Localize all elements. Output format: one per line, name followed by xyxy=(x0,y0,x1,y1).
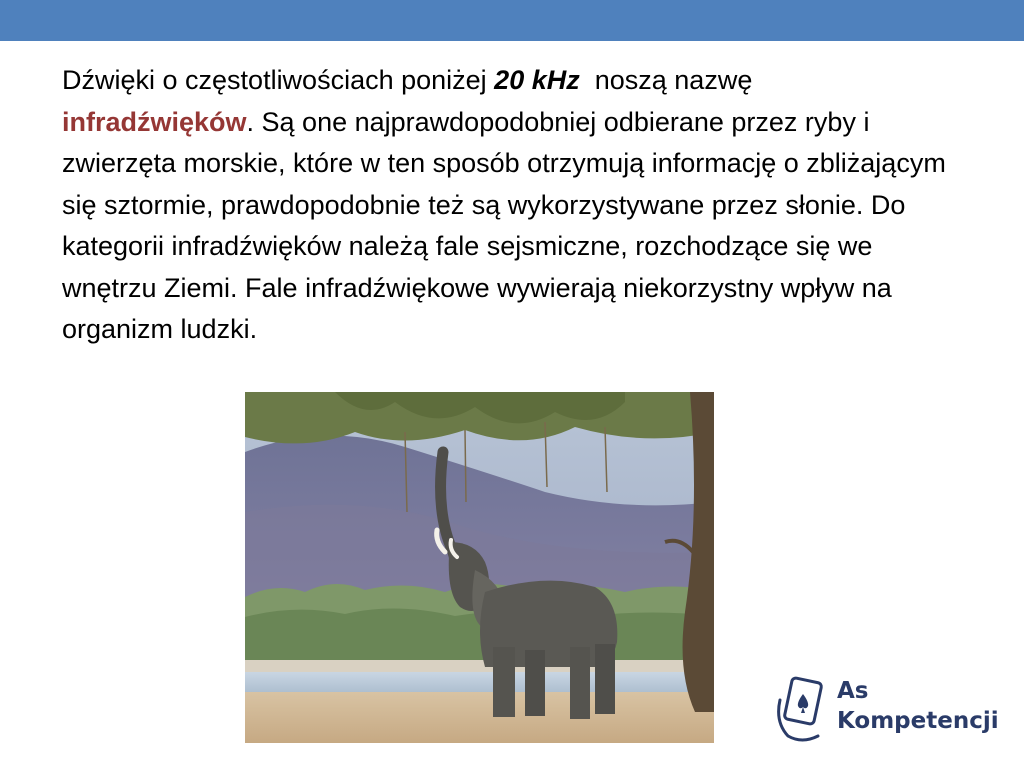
logo-text xyxy=(837,676,999,736)
header-bar xyxy=(0,0,1024,41)
slide-body-text xyxy=(62,60,962,351)
infrasound-term: infradźwięków xyxy=(62,106,247,137)
playing-card-spade-icon xyxy=(770,672,832,744)
text-part-3: . Są one najprawdopodobniej odbierane przez ryby i zwierzęta morskie, które w ten sposób otrzymują informację o zbliżającym się sztormie, prawdopodobnie też są wykorzystywane przez słonie. Do kategorii infradźwięków należą fale sejsmiczne, rozchodzące się we wnętrzu Ziemi. Fale infradźwiękowe wywierają niekorzystny wpływ na organizm ludzki. xyxy=(62,106,946,344)
text-part-2: noszą nazwę xyxy=(579,65,760,95)
text-part-1: Dźwięki o częstotliwościach poniżej xyxy=(62,65,495,95)
logo-line-1: As xyxy=(837,678,869,704)
as-kompetencji-logo xyxy=(770,672,1000,744)
frequency-value: 20 kHz xyxy=(494,65,580,95)
elephant-photo xyxy=(245,392,714,743)
logo-line-2: Kompetencji xyxy=(837,708,999,734)
